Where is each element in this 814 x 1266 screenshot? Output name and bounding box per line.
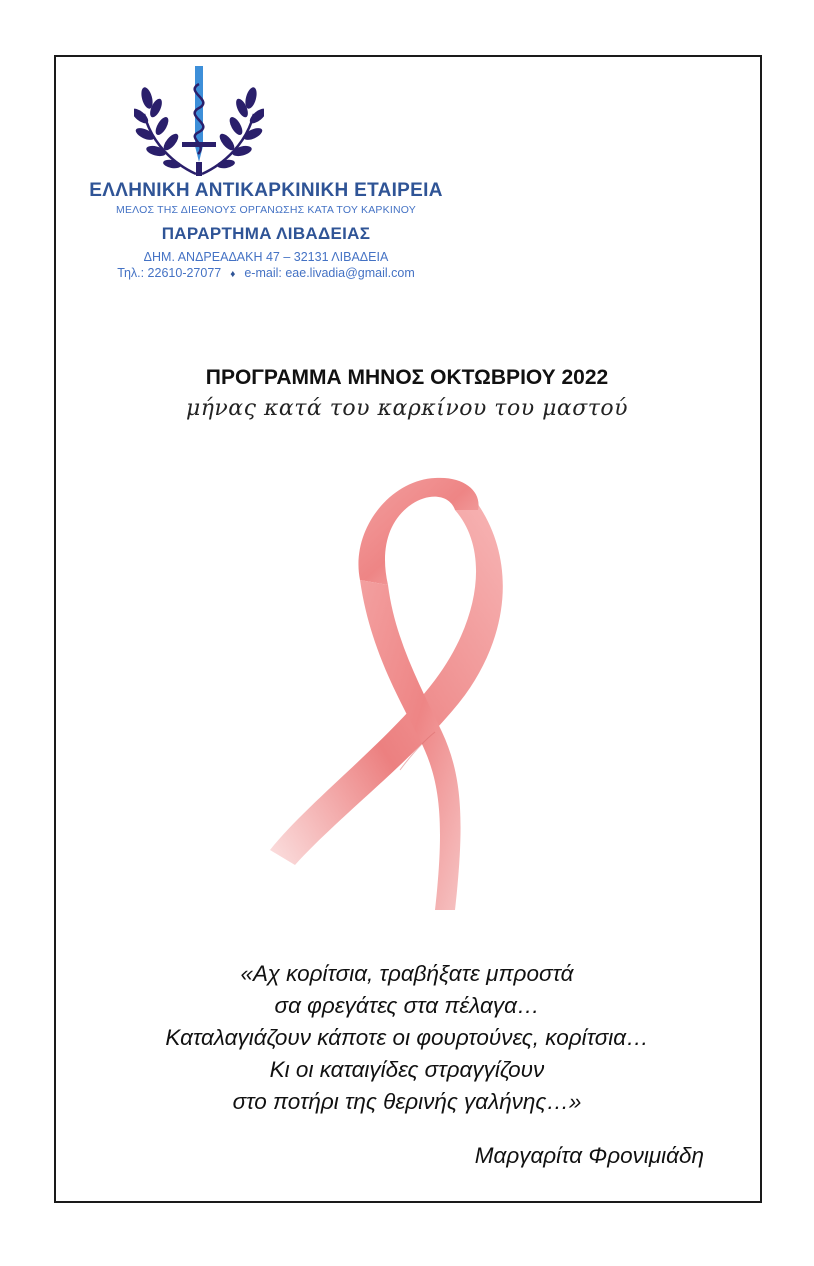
poem-line: στο ποτήρι της θερινής γαλήνης…» bbox=[232, 1089, 582, 1114]
organization-contact bbox=[76, 266, 456, 280]
organization-phone: Τηλ.: 22610-27077 bbox=[117, 266, 222, 280]
pink-awareness-ribbon-icon bbox=[250, 470, 570, 915]
program-subtitle: μήνας κατά του καρκίνου του μαστού bbox=[185, 396, 629, 421]
poem-quote bbox=[0, 958, 814, 1118]
organization-branch: ΠΑΡΑΡΤΗΜΑ ΛΙΒΑΔΕΙΑΣ bbox=[161, 224, 371, 243]
poem-line: Καταλαγιάζουν κάποτε οι φουρτούνες, κορίτσια… bbox=[165, 1025, 649, 1050]
diamond-separator-icon: ♦ bbox=[230, 269, 236, 280]
poem-line: σα φρεγάτες στα πέλαγα… bbox=[274, 993, 540, 1018]
poem-line: Κι οι καταιγίδες στραγγίζουν bbox=[269, 1057, 545, 1082]
program-title: ΠΡΟΓΡΑΜΜΑ ΜΗΝΟΣ ΟΚΤΩΒΡΙΟΥ 2022 bbox=[205, 366, 609, 389]
organization-name: ΕΛΛΗΝΙΚΗ ΑΝΤΙΚΑΡΚΙΝΙΚΗ ΕΤΑΙΡΕΙΑ bbox=[89, 180, 443, 201]
organization-email: e-mail: eae.livadia@gmail.com bbox=[244, 266, 415, 280]
organization-header bbox=[76, 180, 456, 280]
laurel-sword-serpent-logo bbox=[134, 64, 264, 180]
poem-line: «Αχ κορίτσια, τραβήξατε μπροστά bbox=[240, 961, 574, 986]
organization-address: ΔΗΜ. ΑΝΔΡΕΑΔΑΚΗ 47 – 32131 ΛΙΒΑΔΕΙΑ bbox=[143, 250, 389, 264]
poem-author: Μαργαρίτα Φρονιμιάδη bbox=[474, 1143, 704, 1168]
organization-membership: ΜΕΛΟΣ ΤΗΣ ΔΙΕΘΝΟΥΣ ΟΡΓΑΝΩΣΗΣ ΚΑΤΑ ΤΟΥ ΚΑΡΚΙΝΟΥ bbox=[116, 204, 416, 216]
